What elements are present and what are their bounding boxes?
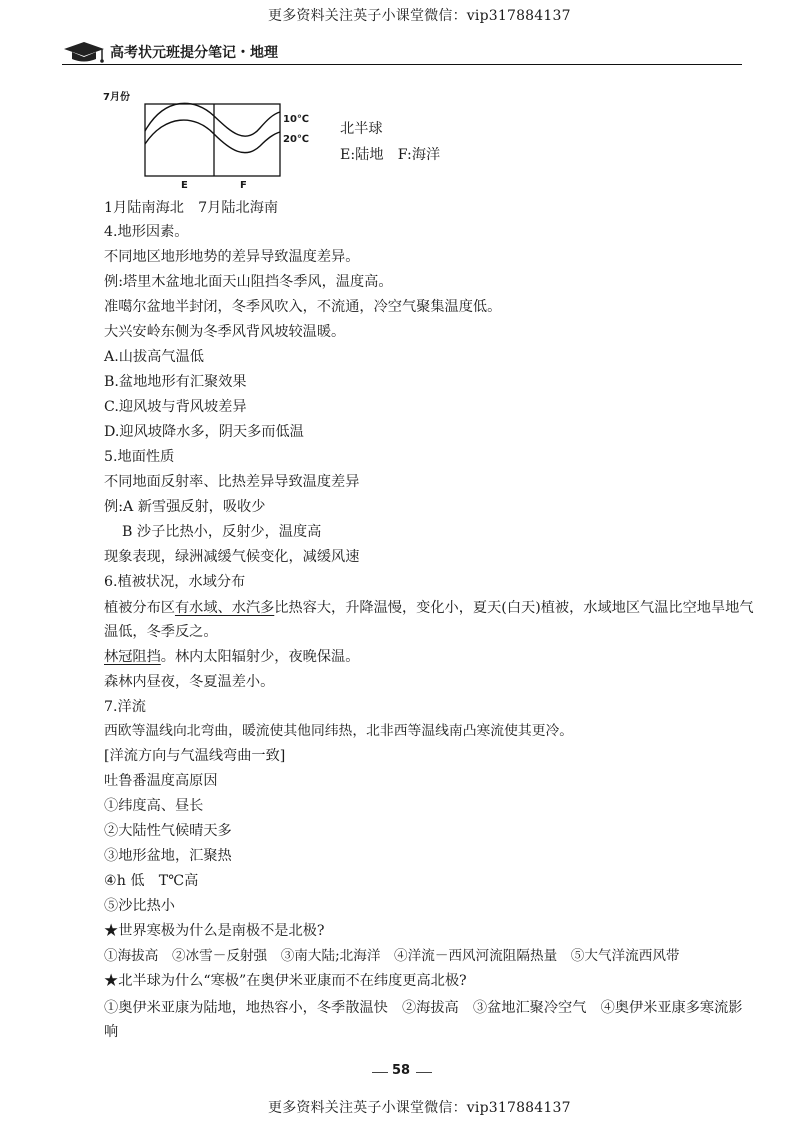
body-line: 吐鲁番温度高原因 [104, 773, 218, 789]
isotherm-20 [145, 120, 280, 153]
list-item: ①纬度高、昼长 [104, 798, 204, 814]
body-line: 例:塔里木盆地北面天山阻挡冬季风，温度高。 [104, 274, 393, 290]
diagram-plot [95, 86, 295, 192]
forest-line [104, 647, 359, 667]
body-line: 现象表现，绿洲减缓气候变化，减缓风速 [104, 549, 360, 565]
page-number [372, 1063, 432, 1083]
body-line: 不同地面反射率、比热差异导致温度差异 [104, 474, 360, 490]
body-line: 不同地区地形地势的差异导致温度差异。 [104, 249, 360, 265]
text-span: 。林内太阳辐射少，夜晚保温。 [160, 649, 360, 665]
list-item: ⑤沙比热小 [104, 898, 175, 914]
section-heading-terrain: 4.地形因素。 [104, 224, 189, 240]
diagram-legend: E:陆地 F:海洋 [340, 147, 441, 163]
isotherm-label-low: 20℃ [283, 134, 310, 145]
section-heading-vegetation: 6.植被状况，水域分布 [104, 574, 246, 590]
x-label-e: E [181, 180, 188, 191]
diagram-month-label: 7月份 [103, 92, 130, 103]
question-line: ★北半球为什么“寒极”在奥伊米亚康而不在纬度更高北极? [104, 973, 467, 989]
header-title: 高考状元班提分笔记・地理 [110, 45, 278, 61]
isotherm-10 [145, 103, 280, 136]
temperature-diagram [95, 86, 310, 192]
answer-paragraph: ①奥伊米亚康为陆地，地热容小，冬季散温快 ②海拔高 ③盆地汇聚冷空气 ④奥伊米亚康多寒流影响 [104, 1000, 743, 1040]
body-line: 准噶尔盆地半封闭，冬季风吹入，不流通，冷空气聚集温度低。 [104, 299, 502, 315]
isotherm-label-high: 10℃ [283, 114, 310, 125]
underlined-text: 有水域、水汽多 [174, 600, 275, 616]
section-heading-surface: 5.地面性质 [104, 449, 175, 465]
bracket-note: [洋流方向与气温线弯曲一致] [104, 748, 286, 764]
list-item: A.山拔高气温低 [104, 349, 204, 365]
page-number-text: 58 [392, 1063, 411, 1078]
list-item: B.盆地地形有汇聚效果 [104, 374, 247, 390]
question-line: ★世界寒极为什么是南极不是北极? [104, 923, 325, 939]
list-item: ④h 低 T℃高 [104, 873, 199, 889]
x-label-f: F [240, 180, 247, 191]
underlined-text: 林冠阻挡 [104, 649, 161, 665]
body-line: 大兴安岭东侧为冬季风背风坡较温暖。 [104, 324, 346, 340]
text-span: 比热容大，升降温慢，变化小，夏天(白天)植被，水域地区气温比空地旱地气温低，冬季反之。 [104, 600, 754, 640]
list-item: D.迎风坡降水多，阴天多而低温 [104, 424, 304, 440]
body-line: B 沙子比热小，反射少，温度高 [122, 524, 322, 540]
watermark-bottom: 更多资料关注英子小课堂微信：vip317884137 [268, 1100, 571, 1116]
hemisphere-label: 北半球 [340, 121, 383, 137]
watermark-top: 更多资料关注英子小课堂微信：vip317884137 [268, 8, 571, 24]
header-rule [62, 64, 742, 65]
running-header [62, 38, 742, 66]
body-line: 森林内昼夜，冬夏温差小。 [104, 674, 275, 690]
section-heading-currents: 7.洋流 [104, 699, 146, 715]
list-item: ③地形盆地，汇聚热 [104, 848, 232, 864]
list-item: C.迎风坡与背风坡差异 [104, 399, 247, 415]
graduation-cap-icon [62, 40, 106, 64]
page-number-dash [416, 1072, 432, 1073]
body-line: 1月陆南海北 7月陆北海南 [104, 200, 279, 216]
answer-line: ①海拔高 ②冰雪－反射强 ③南大陆;北海洋 ④洋流－西风河流阻隔热量 ⑤大气洋流西风带 [104, 948, 680, 964]
body-line: 西欧等温线向北弯曲，暖流使其他同纬热，北非西等温线南凸寒流使其更冷。 [104, 723, 574, 739]
list-item: ②大陆性气候晴天多 [104, 823, 232, 839]
vegetation-paragraph [104, 596, 754, 644]
text-span: 植被分布区 [104, 600, 175, 616]
body-line: 例:A 新雪强反射，吸收少 [104, 499, 266, 515]
page-number-dash [372, 1072, 388, 1073]
